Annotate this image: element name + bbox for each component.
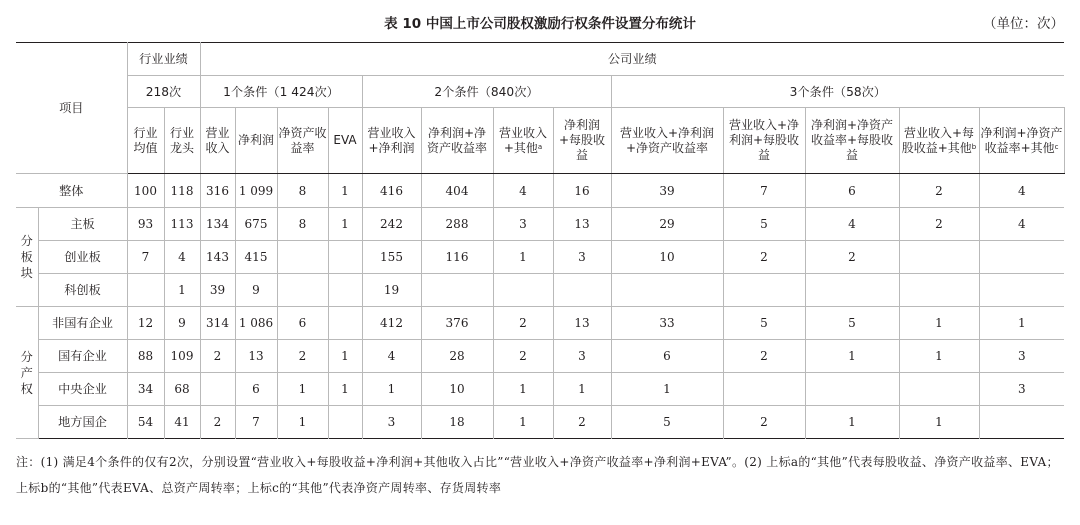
table-cell: 88	[127, 340, 164, 373]
table-cell: 6	[235, 373, 277, 406]
table-cell: 5	[805, 307, 899, 340]
table-row	[16, 340, 1064, 373]
table-cell: 4	[979, 174, 1064, 208]
table-cell: 5	[723, 307, 805, 340]
table-cell: 16	[553, 174, 611, 208]
table-cell: 376	[421, 307, 493, 340]
table-cell: 34	[127, 373, 164, 406]
table-cell	[979, 241, 1064, 274]
header-revenue-eps-other-text: 营业收入+每股收益+其他	[901, 125, 975, 155]
superscript-c: c	[1054, 142, 1059, 151]
table-cell: 116	[421, 241, 493, 274]
table-row	[16, 274, 1064, 307]
table-cell	[328, 274, 362, 307]
header-net-profit-roe: 净利润+净资产收益率	[421, 108, 493, 174]
table-cell: 33	[611, 307, 723, 340]
table-cell	[979, 406, 1064, 439]
table-cell	[277, 241, 328, 274]
table-cell: 39	[611, 174, 723, 208]
table-cell: 2	[493, 307, 553, 340]
header-eva: EVA	[328, 108, 362, 174]
table-cell	[805, 373, 899, 406]
table-row	[16, 208, 1064, 241]
table-cell: 1 086	[235, 307, 277, 340]
table-cell: 1 099	[235, 174, 277, 208]
table-cell	[127, 274, 164, 307]
table-cell: 8	[277, 208, 328, 241]
table-row	[16, 373, 1064, 406]
table-cell: 2	[723, 241, 805, 274]
table-cell: 404	[421, 174, 493, 208]
table-cell: 113	[164, 208, 200, 241]
table-cell: 5	[611, 406, 723, 439]
table-cell: 3	[553, 340, 611, 373]
table-cell: 155	[362, 241, 421, 274]
superscript-b: b	[971, 142, 977, 151]
table-cell: 12	[127, 307, 164, 340]
table-footnote: 注：(1) 满足4个条件的仅有2次，分别设置“营业收入+每股收益+净利润+其他收入占比”“营业收入+净资产收益率+净利润+EVA”。(2) 上标a的“其他”代表每股收益、净资产收益率、EVA；上标b的“其他”代表EVA、总资产周转率；上标c的“其他”代表净资产周转率、存货周转率	[16, 455, 1059, 495]
row-label: 创业板	[38, 241, 127, 274]
table-cell: 1	[277, 406, 328, 439]
table-cell	[200, 373, 235, 406]
table-cell: 29	[611, 208, 723, 241]
table-cell: 9	[164, 307, 200, 340]
table-cell	[328, 241, 362, 274]
table-cell: 100	[127, 174, 164, 208]
table-cell: 2	[277, 340, 328, 373]
table-cell: 3	[979, 373, 1064, 406]
table-cell: 1	[164, 274, 200, 307]
table-cell: 8	[277, 174, 328, 208]
table-cell	[493, 274, 553, 307]
header-two-conditions: 2个条件（840次）	[362, 76, 611, 108]
table-cell: 316	[200, 174, 235, 208]
table-cell: 675	[235, 208, 277, 241]
table-cell: 7	[127, 241, 164, 274]
table-cell: 4	[164, 241, 200, 274]
table-cell: 416	[362, 174, 421, 208]
header-revenue-eps-other	[899, 108, 979, 174]
table-cell: 1	[328, 208, 362, 241]
table-cell: 1	[328, 373, 362, 406]
header-revenue-other	[493, 108, 553, 174]
table-cell: 1	[553, 373, 611, 406]
table-cell: 41	[164, 406, 200, 439]
table-cell: 1	[328, 174, 362, 208]
row-label: 中央企业	[38, 373, 127, 406]
table-cell: 1	[493, 241, 553, 274]
table-cell: 3	[493, 208, 553, 241]
table-cell	[899, 241, 979, 274]
table-cell: 4	[362, 340, 421, 373]
header-roe: 净资产收益率	[277, 108, 328, 174]
table-row	[16, 406, 1064, 439]
table-cell	[723, 274, 805, 307]
table-cell: 4	[805, 208, 899, 241]
table-cell: 1	[899, 340, 979, 373]
header-net-profit-roe-eps: 净利润+净资产收益率+每股收益	[805, 108, 899, 174]
table-cell: 1	[611, 373, 723, 406]
table-cell: 288	[421, 208, 493, 241]
table-cell	[611, 274, 723, 307]
header-revenue-net-profit: 营业收入+净利润	[362, 108, 421, 174]
table-cell	[979, 274, 1064, 307]
table-cell: 18	[421, 406, 493, 439]
row-label: 整体	[16, 174, 127, 208]
table-cell	[899, 373, 979, 406]
header-net-profit: 净利润	[235, 108, 277, 174]
table-cell: 1	[493, 406, 553, 439]
table-row	[16, 307, 1064, 340]
table-cell	[328, 307, 362, 340]
table-cell: 39	[200, 274, 235, 307]
table-cell: 4	[979, 208, 1064, 241]
table-cell: 2	[723, 406, 805, 439]
table-cell: 3	[362, 406, 421, 439]
header-net-profit-eps: 净利润+每股收益	[553, 108, 611, 174]
table-cell: 5	[723, 208, 805, 241]
row-label: 国有企业	[38, 340, 127, 373]
table-cell: 6	[277, 307, 328, 340]
table-cell: 1	[899, 406, 979, 439]
row-label: 地方国企	[38, 406, 127, 439]
table-cell: 10	[611, 241, 723, 274]
table-cell	[328, 406, 362, 439]
table-cell	[899, 274, 979, 307]
header-net-profit-roe-other	[979, 108, 1064, 174]
table-cell	[277, 274, 328, 307]
header-industry-leader: 行业龙头	[164, 108, 200, 174]
table-cell: 2	[493, 340, 553, 373]
header-three-conditions: 3个条件（58次）	[611, 76, 1064, 108]
table-cell: 1	[277, 373, 328, 406]
table-cell: 415	[235, 241, 277, 274]
table-cell: 1	[328, 340, 362, 373]
header-revenue-other-text: 营业收入+其他	[498, 125, 547, 155]
header-industry-count: 218次	[127, 76, 200, 108]
table-cell: 1	[805, 406, 899, 439]
table-cell: 1	[979, 307, 1064, 340]
table-cell: 10	[421, 373, 493, 406]
table-cell: 7	[723, 174, 805, 208]
table-cell: 3	[553, 241, 611, 274]
table-cell: 3	[979, 340, 1064, 373]
table-cell	[805, 274, 899, 307]
row-label: 科创板	[38, 274, 127, 307]
table-cell: 6	[611, 340, 723, 373]
table-cell: 1	[362, 373, 421, 406]
header-revenue: 营业收入	[200, 108, 235, 174]
table-cell: 314	[200, 307, 235, 340]
table-cell: 93	[127, 208, 164, 241]
table-cell: 143	[200, 241, 235, 274]
superscript-a: a	[537, 142, 543, 151]
table-cell	[553, 274, 611, 307]
header-revenue-net-profit-roe: 营业收入+净利润+净资产收益率	[611, 108, 723, 174]
table-cell: 19	[362, 274, 421, 307]
group-label-ownership: 分产权	[16, 307, 38, 439]
row-label: 主板	[38, 208, 127, 241]
table-cell: 118	[164, 174, 200, 208]
stats-table	[16, 42, 1065, 439]
table-cell: 9	[235, 274, 277, 307]
table-cell	[723, 373, 805, 406]
table-cell: 2	[200, 406, 235, 439]
table-cell: 28	[421, 340, 493, 373]
table-cell: 4	[493, 174, 553, 208]
table-title: 表 10 中国上市公司股权激励行权条件设置分布统计	[384, 16, 696, 32]
header-item: 项目	[16, 43, 127, 174]
table-cell: 109	[164, 340, 200, 373]
table-cell: 242	[362, 208, 421, 241]
table-cell: 13	[235, 340, 277, 373]
table-cell: 13	[553, 307, 611, 340]
table-cell: 13	[553, 208, 611, 241]
header-industry-performance: 行业业绩	[127, 43, 200, 76]
unit-label: （单位：次）	[983, 16, 1064, 32]
table-cell: 7	[235, 406, 277, 439]
table-cell: 1	[493, 373, 553, 406]
table-cell: 1	[805, 340, 899, 373]
table-cell: 2	[553, 406, 611, 439]
group-label-board: 分板块	[16, 208, 38, 307]
table-row	[16, 174, 1064, 208]
table-cell: 134	[200, 208, 235, 241]
table-cell	[421, 274, 493, 307]
table-cell: 2	[723, 340, 805, 373]
table-cell: 68	[164, 373, 200, 406]
table-caption-row	[0, 12, 1080, 36]
table-cell: 1	[899, 307, 979, 340]
table-cell: 2	[200, 340, 235, 373]
table-cell: 6	[805, 174, 899, 208]
header-net-profit-roe-other-text: 净利润+净资产收益率+其他	[980, 125, 1063, 155]
table-cell: 2	[899, 208, 979, 241]
table-cell: 54	[127, 406, 164, 439]
table-row	[16, 241, 1064, 274]
table-cell: 2	[805, 241, 899, 274]
table-cell: 412	[362, 307, 421, 340]
header-industry-average: 行业均值	[127, 108, 164, 174]
header-one-condition: 1个条件（1 424次）	[200, 76, 362, 108]
table-cell: 2	[899, 174, 979, 208]
row-label: 非国有企业	[38, 307, 127, 340]
header-company-performance: 公司业绩	[200, 43, 1064, 76]
header-revenue-net-profit-eps: 营业收入+净利润+每股收益	[723, 108, 805, 174]
